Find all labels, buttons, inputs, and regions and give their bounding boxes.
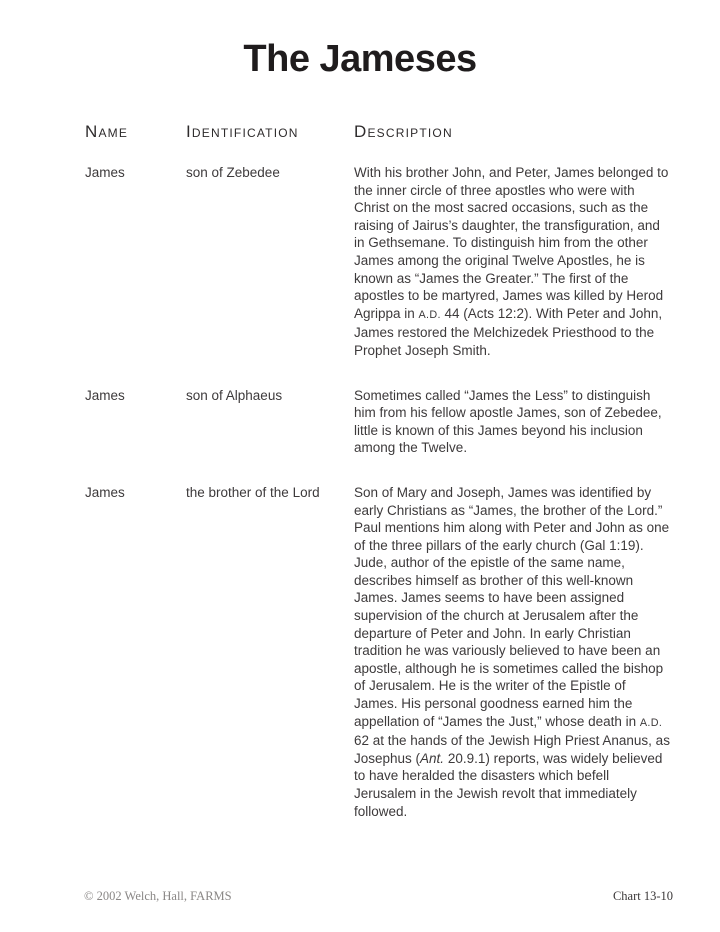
table-row bbox=[85, 164, 673, 360]
table-header-row bbox=[85, 122, 673, 142]
row-description: Sometimes called “James the Less” to distinguish him from his fellow apostle James, son of Zebedee, little is known of this James beyond his inclusion among the Twelve. bbox=[354, 387, 662, 456]
chart-number: Chart 13-10 bbox=[612, 889, 673, 903]
row-name: James bbox=[85, 484, 125, 500]
table-row bbox=[85, 484, 673, 820]
table-body bbox=[85, 164, 673, 820]
column-header-name: Name bbox=[85, 122, 129, 141]
row-identification: son of Alphaeus bbox=[186, 387, 283, 403]
table-row bbox=[85, 387, 673, 457]
row-name: James bbox=[85, 165, 125, 180]
copyright-text: © 2002 Welch, Hall, FARMS bbox=[84, 889, 232, 903]
row-description: With his brother John, and Peter, James belonged to the inner circle of three apostles who were with Christ on the most sacred occasions, such as the raising of Jairus’s daughter, the transfiguration, and in Gethsemane. To distinguish him from the other James among the original Twelve Apostles, he is known as “James the Greater.” The first of the apostles to be martyred, James was killed by Herod Agrippa in A.D. 44 (Acts 12:2). With Peter and John, James restored the Melchizedek Priesthood to the Prophet Joseph Smith. bbox=[354, 165, 669, 358]
page-footer bbox=[84, 889, 673, 904]
jameses-table bbox=[85, 122, 673, 847]
page-title: The Jameses bbox=[243, 38, 477, 80]
row-description: Son of Mary and Joseph, James was identified by early Christians as “James, the brother of the Lord.” Paul mentions him along with Peter and John as one of the three pillars of the early church (Gal 1:19). Jude, author of the epistle of the same name, describes himself as brother of this well-known James. James seems to have been assigned supervision of the church at Jerusalem after the departure of Peter and John. In early Christian tradition he was variously believed to have been an apostle, although he is sometimes called the bishop of Jerusalem. He is the writer of the Epistle of James. His personal goodness earned him the appellation of “James the Just,” whose death in A.D. 62 at the hands of the Jewish High Priest Ananus, as Josephus (Ant. 20.9.1) reports, was widely believed to have heralded the disasters which befell Jerusalem in the Jewish revolt that immediately followed. bbox=[354, 484, 670, 819]
row-name: James bbox=[85, 387, 125, 403]
column-header-identification: Identification bbox=[186, 122, 299, 141]
row-identification: son of Zebedee bbox=[186, 165, 280, 180]
column-header-description: Description bbox=[354, 122, 453, 141]
row-identification: the brother of the Lord bbox=[186, 484, 320, 500]
